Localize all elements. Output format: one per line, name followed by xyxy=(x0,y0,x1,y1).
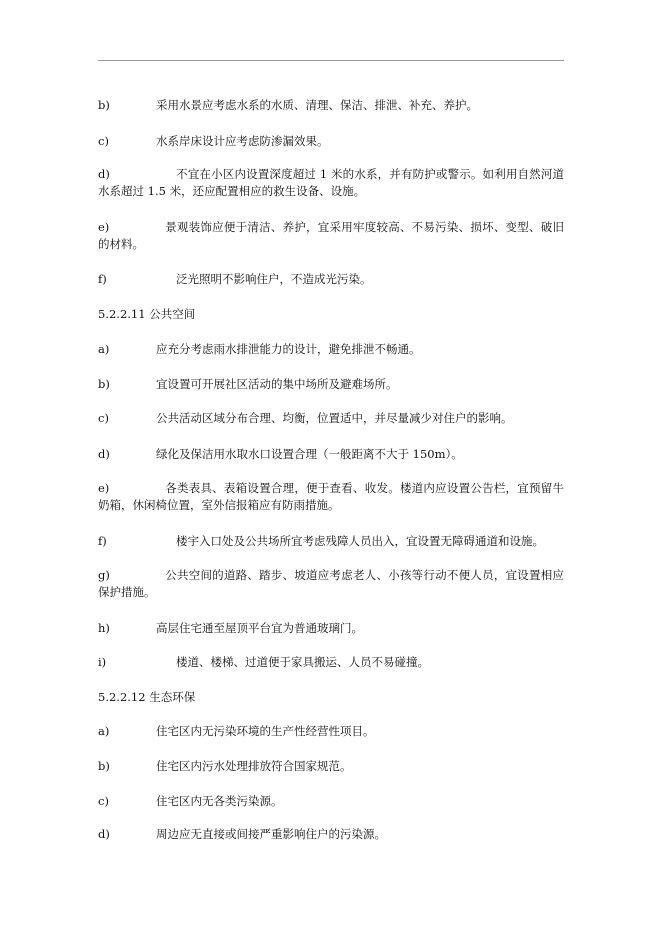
item-text: 住宅区内无各类污染源。 xyxy=(156,794,283,808)
header-rule xyxy=(98,60,564,61)
item-text: 景观装饰应便于清洁、养护，宜采用牢度较高、不易污染、损坏、变型、破旧的材料。 xyxy=(98,220,564,251)
item-label: d) xyxy=(98,447,110,461)
item-label: c) xyxy=(98,411,109,425)
item-label: b) xyxy=(98,98,110,112)
item-label: h) xyxy=(98,621,110,635)
item-label: e) xyxy=(98,481,110,495)
item-text: 应充分考虑雨水排泄能力的设计，避免排泄不畅通。 xyxy=(156,342,421,356)
item-text: 楼宇入口处及公共场所宜考虑残障人员出入，宜设置无障碍通道和设施。 xyxy=(176,534,544,548)
list-item xyxy=(98,480,564,514)
item-text: 住宅区内无污染环境的生产性经营性项目。 xyxy=(156,724,375,738)
item-text: 周边应无直接或间接严重影响住户的污染源。 xyxy=(156,827,386,841)
item-label: a) xyxy=(98,342,110,356)
list-item xyxy=(98,219,564,253)
item-text: 公共活动区域分布合理、均衡，位置适中，并尽量减少对住户的影响。 xyxy=(156,411,513,425)
item-text: 楼道、楼梯、过道便于家具搬运、人员不易碰撞。 xyxy=(176,655,429,669)
item-text: 泛光照明不影响住户，不造成光污染。 xyxy=(176,272,372,286)
item-label: b) xyxy=(98,377,110,391)
item-label: f) xyxy=(98,272,107,286)
item-label: c) xyxy=(98,134,109,148)
item-text: 各类表具、表箱设置合理，便于查看、收发。楼道内应设置公告栏，宜预留牛奶箱，休闲椅位置，室外信报箱应有防雨措施。 xyxy=(98,481,564,512)
item-text: 水系岸床设计应考虑防渗漏效果。 xyxy=(156,134,329,148)
item-text: 宜设置可开展社区活动的集中场所及避难场所。 xyxy=(156,377,398,391)
item-text: 采用水景应考虑水系的水质、清理、保洁、排泄、补充、养护。 xyxy=(156,98,478,112)
item-label: b) xyxy=(98,759,110,773)
item-label: g) xyxy=(98,568,110,582)
item-label: a) xyxy=(98,724,110,738)
section-heading: 5.2.2.11 公共空间 xyxy=(98,307,196,321)
item-label: e) xyxy=(98,220,110,234)
item-label: c) xyxy=(98,794,109,808)
list-item xyxy=(98,166,564,200)
item-text: 绿化及保洁用水取水口设置合理（一般距离不大于 150m）。 xyxy=(156,447,463,461)
list-item xyxy=(98,567,564,601)
section-heading: 5.2.2.12 生态环保 xyxy=(98,690,196,704)
item-label: f) xyxy=(98,534,107,548)
item-text: 住宅区内污水处理排放符合国家规范。 xyxy=(156,759,352,773)
item-text: 公共空间的道路、踏步、坡道应考虑老人、小孩等行动不便人员，宜设置相应保护措施。 xyxy=(98,568,564,599)
item-label: d) xyxy=(98,167,110,181)
item-label: d) xyxy=(98,827,110,841)
item-text: 不宜在小区内设置深度超过 1 米的水系，并有防护或警示。如利用自然河道水系超过 1.5 米，还应配置相应的救生设备、设施。 xyxy=(98,167,564,198)
item-text: 高层住宅通至屋顶平台宜为普通玻璃门。 xyxy=(156,621,363,635)
item-label: i) xyxy=(98,655,107,669)
